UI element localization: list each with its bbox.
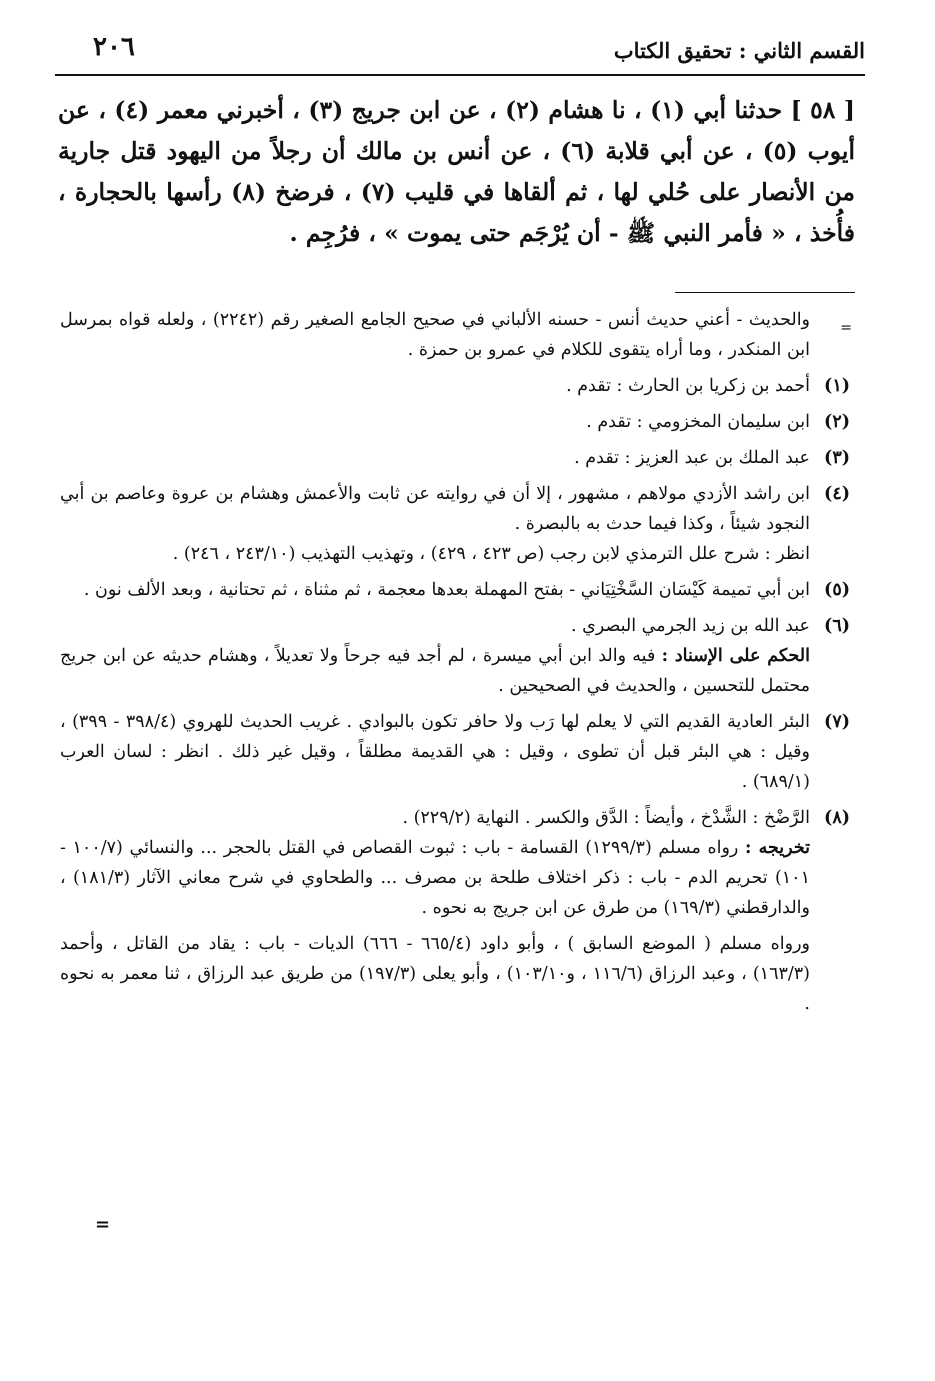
takhrij-continued: ورواه مسلم ( الموضع السابق ) ، وأبو داود (٦٦٥/٤ - ٦٦٦) الديات - باب : يقاد من القاتل ، وأحمد (١٦٣/٣) ، وعبد الرزاق (١١٦/٦ ، و١٠٣/١٠) ، وأبو يعلى (١٩٧/٣) من طريق عبد الرزاق ، ثنا معمر به نحوه . [60,934,810,1014]
footnote-number: (٧) [824,712,850,732]
footnote-text: البئر العادية القديم التي لا يعلم لها رَب ولا حافر تكون بالبوادي . غريب الحديث للهروي (٣٩٨/٤ - ٣٩٩) ، وقيل : هي البئر قبل أن تطوى ، وقيل : هي القديمة مطلقاً ، وقيل غير ذلك . انظر : لسان العرب (٦٨٩/١) . [60,712,810,792]
page-number: ٢٠٦ [93,32,135,62]
isnad-judgement-label: الحكم على الإسناد : [661,646,810,666]
footnote-text: ابن راشد الأزدي مولاهم ، مشهور ، إلا أن في روايته عن ثابت والأعمش وهشام بن عروة وعاصم بن أبي النجود شيئاً ، وكذا فيما حدث به بالبصرة . [60,484,810,534]
footnote-number: (٨) [824,808,850,828]
footnote-divider [675,292,855,293]
page-header [55,32,865,76]
footnote-number: (٤) [824,484,850,504]
takhrij [60,833,810,923]
footnote-5 [60,575,850,605]
continuation-end-mark: = [95,1214,111,1235]
footnotes [60,305,850,1025]
footnote-text: ابن أبي تميمة كَيْسَان السَّخْتِيَاني - بفتح المهملة بعدها معجمة ، ثم مثناة ، ثم تحتانية ، وبعد الألف نون . [83,580,810,600]
footnote-text: عبد الملك بن عبد العزيز : تقدم . [574,448,810,468]
header-rule [55,74,865,76]
footnote-number: (٣) [824,448,850,468]
footnote-8 [60,803,850,1019]
footnote-6 [60,611,850,701]
footnote-2 [60,407,850,437]
footnote-number: (٥) [824,580,850,600]
continuation-text: والحديث - أعني حديث أنس - حسنه الألباني في صحيح الجامع الصغير رقم (٢٢٤٢) ، ولعله قواه بمرسل ابن المنكدر ، وما أراه يتقوى للكلام في عمرو بن حمزة . [60,310,811,360]
footnote-text: أحمد بن زكريا بن الحارث : تقدم . [566,376,810,396]
isnad-judgement-text: فيه والد ابن أبي ميسرة ، لم أجد فيه جرحاً ولا تعديلاً ، وهشام حديثه عن ابن جريج محتمل للتحسين ، والحديث في الصحيحين . [60,646,810,696]
continuation-mark: = [840,320,852,336]
footnote-text: ابن سليمان المخزومي : تقدم . [586,412,810,432]
footnote-number: (١) [824,376,850,396]
footnote-1 [60,371,850,401]
hadith-text: [ ٥٨ ] حدثنا أبي (١) ، نا هشام (٢) ، عن ابن جريج (٣) ، أخبرني معمر (٤) ، عن أيوب (٥) ، عن أبي قلابة (٦) ، عن أنس بن مالك أن رجلاً من اليهود قتل جارية من الأنصار على حُلي لها ، ثم ألقاها في قليب (٧) ، فرضخ (٨) رأسها بالحجارة ، فأُخذ ، « فأمر النبي ﷺ - أن يُرْجَم حتى يموت » ، فرُجِم . [58,96,855,247]
isnad-judgement [60,641,810,701]
section-title: القسم الثاني : تحقيق الكتاب [613,38,865,63]
continuation-note [60,305,850,365]
takhrij-label: تخريجه : [745,838,810,858]
main-text [58,90,855,254]
footnote-3 [60,443,850,473]
footnote-reference: انظر : شرح علل الترمذي لابن رجب (ص ٤٢٣ ، ٤٢٩) ، وتهذيب التهذيب (٢٤٣/١٠ ، ٢٤٦) . [172,544,810,564]
footnote-text: عبد الله بن زيد الجرمي البصري . [570,616,810,636]
footnote-7 [60,707,850,797]
footnote-number: (٦) [824,616,850,636]
footnote-4 [60,479,850,569]
takhrij-text: رواه مسلم (١٢٩٩/٣) القسامة - باب : ثبوت القصاص في القتل بالحجر ... والنسائي (١٠٠/٧ - ١٠١) تحريم الدم - باب : ذكر اختلاف طلحة بن مصرف ... والطحاوي في شرح معاني الآثار (١٨١/٣) ، والدارقطني (١٦٩/٣) من طرق عن ابن جريج به نحوه . [60,838,810,918]
footnote-text: الرَّضْخ : الشَّدْخ ، وأيضاً : الدَّق والكسر . النهاية (٢٢٩/٢) . [402,808,810,828]
footnote-number: (٢) [824,412,850,432]
